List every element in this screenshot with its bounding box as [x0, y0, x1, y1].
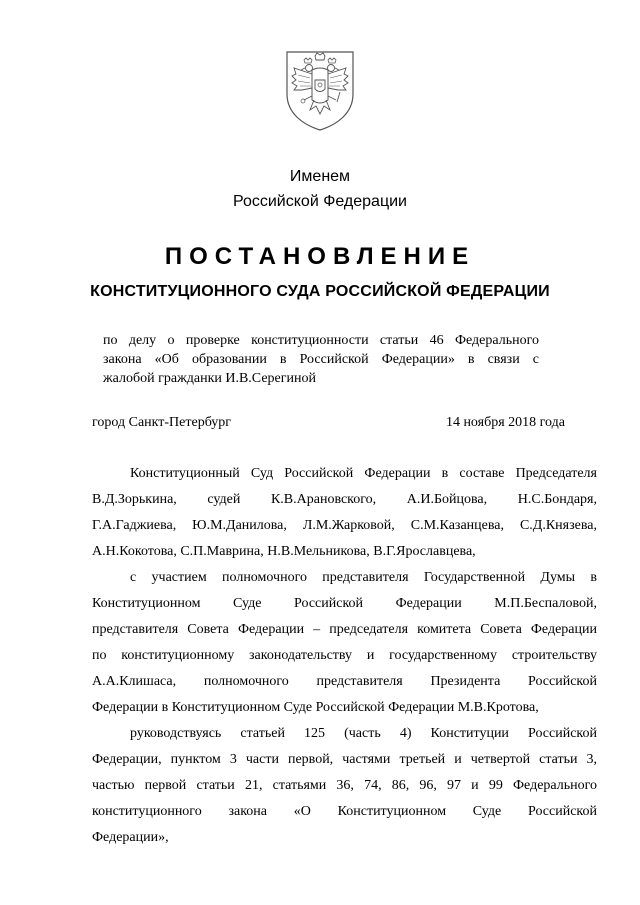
body-line: Федерации»,: [92, 830, 169, 845]
body-line: Г.А.Гаджиева, Ю.М.Данилова, Л.М.Жарковой, С.М.Казанцева, С.Д.Князева,: [92, 518, 597, 533]
header-line-federation: Российской Федерации: [233, 193, 407, 210]
coat-of-arms-emblem: [284, 48, 356, 132]
body-line: конституционного закона «О Конституционном Суде Российской: [92, 804, 597, 819]
body-line: руководствуясь статьей 125 (часть 4) Конституции Российской: [130, 726, 597, 741]
body-line: по конституционному законодательству и государственному строительству: [92, 648, 597, 663]
double-headed-eagle-emblem-icon: [284, 48, 356, 132]
body-line: Федерации, пунктом 3 части первой, частями третьей и четвертой статьи 3,: [92, 752, 597, 767]
body-line: с участием полномочного представителя Государственной Думы в: [130, 570, 597, 585]
body-line: частью первой статьи 21, статьями 36, 74, 86, 96, 97 и 99 Федерального: [92, 778, 597, 793]
body-line: В.Д.Зорькина, судей К.В.Арановского, А.И.Бойцова, Н.С.Бондаря,: [92, 492, 597, 507]
body-line: Федерации в Конституционном Суде Российской Федерации М.В.Кротова,: [92, 700, 539, 715]
place: город Санкт-Петербург: [92, 415, 232, 430]
case-subject-line: жалобой гражданки И.В.Серегиной: [103, 371, 316, 386]
case-subject: [103, 331, 539, 388]
document-subtitle: КОНСТИТУЦИОННОГО СУДА РОССИЙСКОЙ ФЕДЕРАЦИИ: [90, 283, 550, 300]
date: 14 ноября 2018 года: [445, 415, 565, 430]
case-subject-line: по делу о проверке конституционности статьи 46 Федерального: [103, 333, 539, 348]
body-line: А.Н.Кокотова, С.П.Маврина, Н.В.Мельникова, В.Г.Ярославцева,: [92, 544, 476, 559]
document-title: ПОСТАНОВЛЕНИЕ: [164, 243, 476, 270]
document-body: [92, 461, 597, 851]
body-line: А.А.Клишаса, полномочного представителя Президента Российской: [92, 674, 597, 689]
body-line: Конституционный Суд Российской Федерации в составе Председателя: [130, 466, 597, 481]
body-line: представителя Совета Федерации – председателя комитета Совета Федерации: [92, 622, 597, 637]
body-line: Конституционном Суде Российской Федерации М.П.Беспаловой,: [92, 596, 597, 611]
case-subject-line: закона «Об образовании в Российской Федерации» в связи с: [103, 352, 539, 367]
header-line-by-name: Именем: [289, 168, 351, 185]
